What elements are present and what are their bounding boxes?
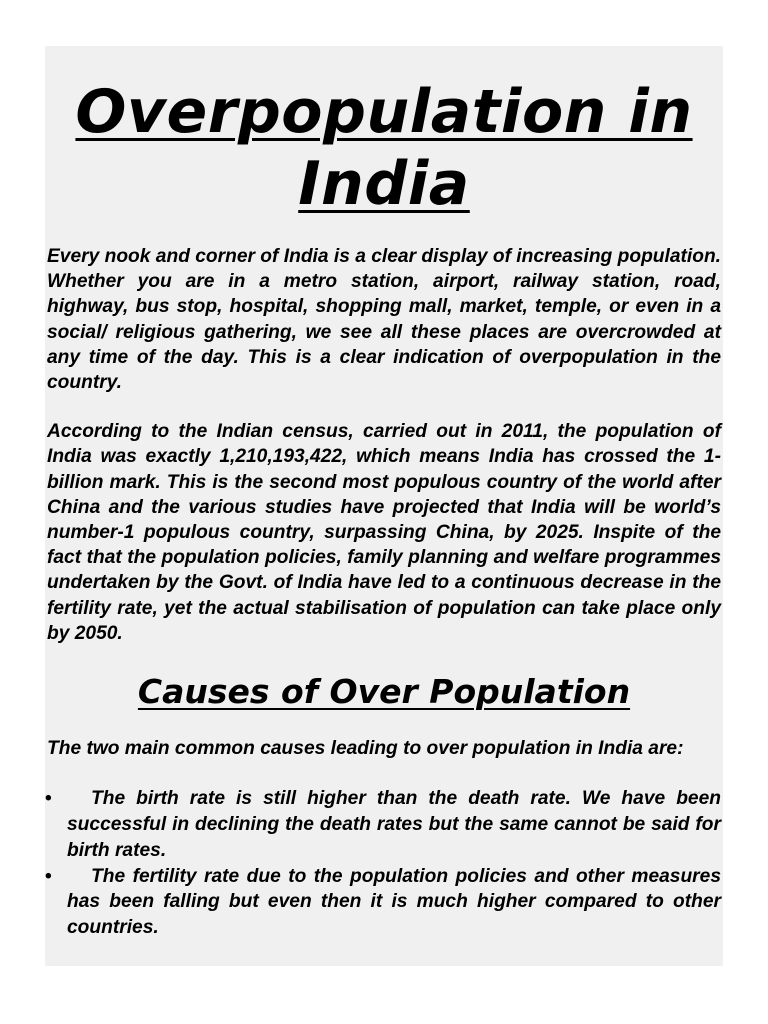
section-heading-causes: Causes of Over Population	[137, 672, 631, 712]
list-item	[45, 786, 723, 863]
paragraph-intro: Every nook and corner of India is a clear display of increasing population. Whether you are in a metro station, airport, railway station, road, highway, bus stop, hospital, shopping mall, market, temple, or even in a social/ religious gathering, we see all these places are overcrowded at any time of the day. This is a clear indication of overpopulation in the country.	[47, 246, 721, 394]
document-title: Overpopulation in India	[75, 77, 693, 219]
causes-list	[45, 786, 723, 941]
bullet-icon: •	[45, 788, 52, 810]
list-item	[45, 864, 723, 941]
list-item-text: The fertility rate due to the population policies and other measures has been falling but even then it is much higher compared to other countries.	[67, 865, 721, 939]
list-item-text: The birth rate is still higher than the death rate. We have been successful in declining the death rates but the same cannot be said for birth rates.	[67, 788, 721, 861]
paragraph-census: According to the Indian census, carried out in 2011, the population of India was exactly 1,210,193,422, which means India has crossed the 1-billion mark. This is the second most populous country of the world after China and the various studies have projected that India will be world’s number-1 populous country, surpassing China, by 2025. Inspite of the fact that the population policies, family planning and welfare programmes undertaken by the Govt. of India have led to a continuous decrease in the fertility rate, yet the actual stabilisation of population can take place only by 2050.	[47, 421, 721, 644]
document-page	[45, 46, 723, 966]
bullet-icon: •	[45, 865, 52, 887]
causes-intro: The two main common causes leading to over population in India are:	[47, 738, 684, 760]
